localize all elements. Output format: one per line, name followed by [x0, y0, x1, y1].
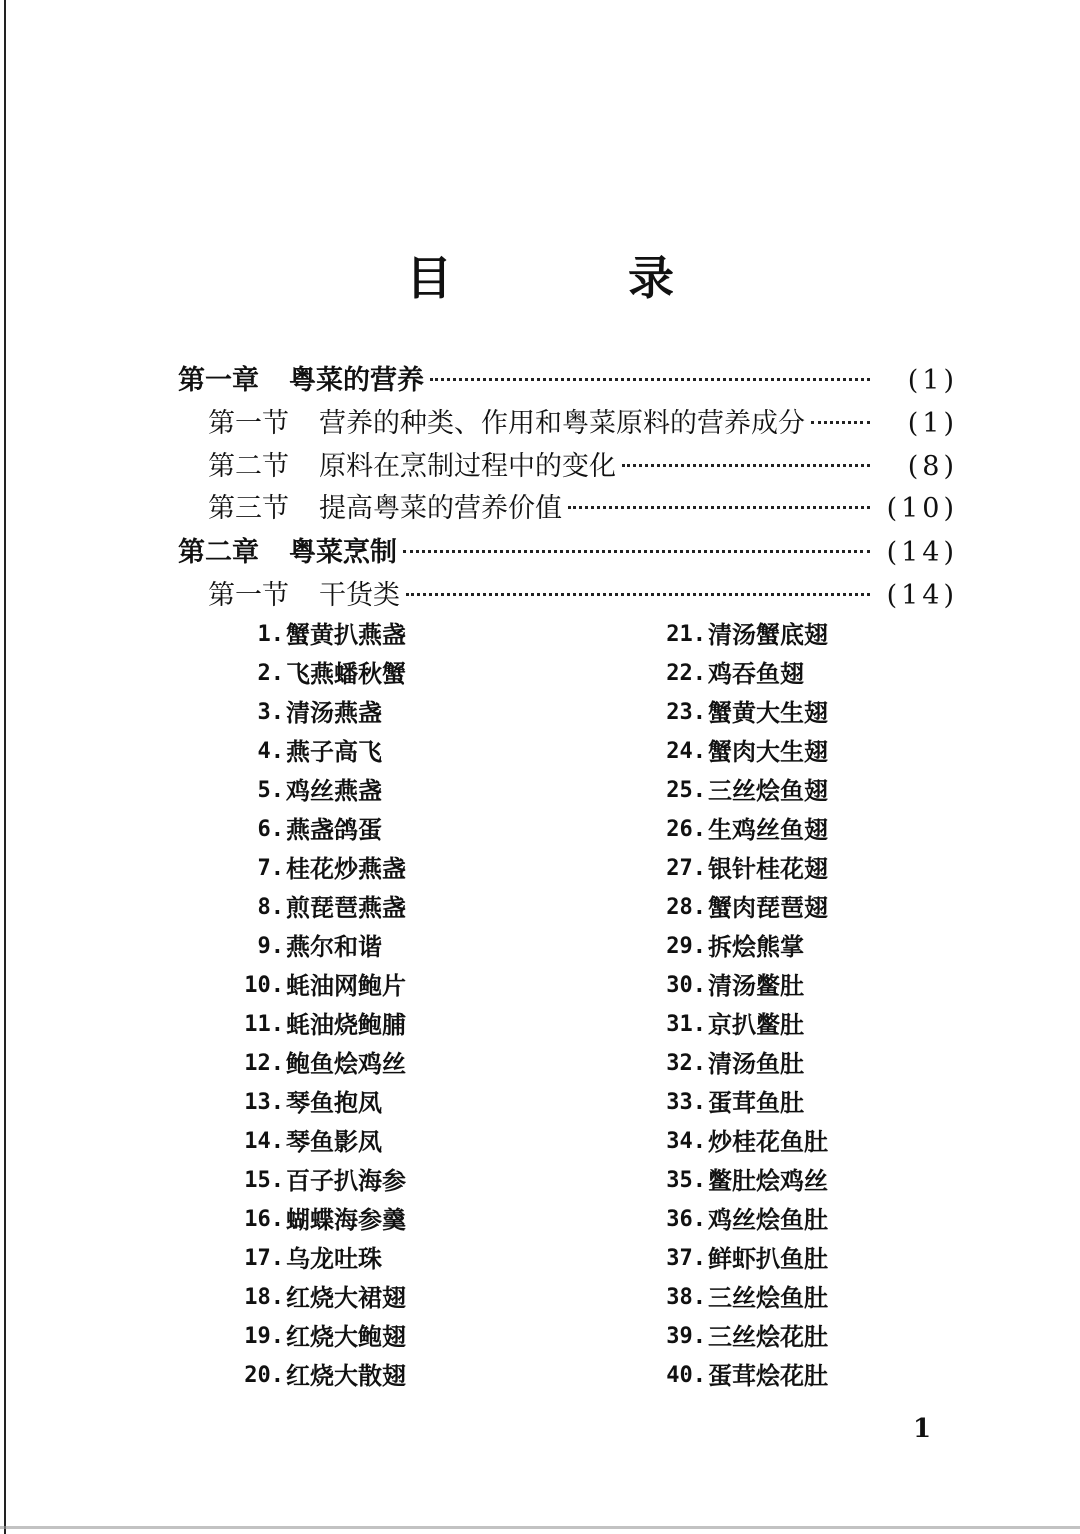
- recipe-number: 34.: [666, 1129, 706, 1154]
- recipe-name: 蛋茸鱼肚: [708, 1088, 804, 1117]
- toc-page-ref: (8): [907, 451, 958, 482]
- recipe-entry[interactable]: [648, 1083, 828, 1122]
- recipe-number: 26.: [666, 817, 706, 842]
- recipe-number: 14.: [244, 1129, 284, 1154]
- recipe-name: 红烧大鲍翅: [286, 1322, 406, 1351]
- toc-section-line[interactable]: [208, 401, 958, 445]
- recipe-entry[interactable]: [648, 888, 828, 927]
- dot-leader: [403, 550, 870, 553]
- recipe-name: 清汤鳖肚: [708, 971, 804, 1000]
- recipe-entry[interactable]: [226, 849, 406, 888]
- recipe-name: 蝴蝶海参羹: [286, 1205, 406, 1234]
- recipe-name: 蚝油网鲍片: [286, 971, 406, 1000]
- recipe-entry[interactable]: [226, 1161, 406, 1200]
- recipe-number: 7.: [257, 856, 284, 881]
- recipe-number: 33.: [666, 1090, 706, 1115]
- recipe-name: 飞燕蟠秋蟹: [286, 659, 406, 688]
- recipe-name: 拆烩熊掌: [708, 932, 804, 961]
- toc-title: 干货类: [319, 580, 400, 611]
- toc-label: 第二节: [208, 451, 289, 482]
- recipe-entry[interactable]: [648, 732, 828, 771]
- recipe-list-right: [648, 615, 828, 1395]
- recipe-number: 10.: [244, 973, 284, 998]
- recipe-entry[interactable]: [226, 927, 406, 966]
- recipe-entry[interactable]: [648, 1161, 828, 1200]
- recipe-entry[interactable]: [226, 1356, 406, 1395]
- toc-section-line[interactable]: [208, 444, 958, 488]
- recipe-name: 三丝烩鱼翅: [708, 776, 828, 805]
- recipe-entry[interactable]: [648, 810, 828, 849]
- recipe-entry[interactable]: [648, 1200, 828, 1239]
- toc-title: 粤菜的营养: [289, 365, 424, 396]
- recipe-name: 蟹肉琵琶翅: [708, 893, 828, 922]
- recipe-entry[interactable]: [226, 732, 406, 771]
- recipe-number: 30.: [666, 973, 706, 998]
- recipe-number: 4.: [257, 739, 284, 764]
- recipe-number: 27.: [666, 856, 706, 881]
- recipe-name: 蟹黄大生翅: [708, 698, 828, 727]
- recipe-entry[interactable]: [226, 654, 406, 693]
- recipe-name: 燕盏鸽蛋: [286, 815, 382, 844]
- toc-section-line[interactable]: [208, 486, 958, 530]
- toc-label: 第三节: [208, 493, 289, 524]
- recipe-number: 36.: [666, 1207, 706, 1232]
- recipe-entry[interactable]: [226, 1200, 406, 1239]
- page-left-edge: [4, 0, 6, 1534]
- recipe-name: 煎琵琶燕盏: [286, 893, 406, 922]
- recipe-entry[interactable]: [226, 693, 406, 732]
- recipe-number: 31.: [666, 1012, 706, 1037]
- recipe-number: 15.: [244, 1168, 284, 1193]
- recipe-entry[interactable]: [648, 1278, 828, 1317]
- recipe-number: 16.: [244, 1207, 284, 1232]
- page-number: 1: [913, 1414, 932, 1444]
- recipe-number: 35.: [666, 1168, 706, 1193]
- recipe-name: 蟹黄扒燕盏: [286, 620, 406, 649]
- recipe-entry[interactable]: [226, 1278, 406, 1317]
- dot-leader: [430, 378, 870, 381]
- recipe-entry[interactable]: [226, 1122, 406, 1161]
- recipe-entry[interactable]: [648, 966, 828, 1005]
- toc-label: 第一节: [208, 408, 289, 439]
- toc-page-ref: (1): [907, 408, 958, 439]
- toc-title: 粤菜烹制: [289, 537, 397, 568]
- recipe-name: 百子扒海参: [286, 1166, 406, 1195]
- recipe-number: 6.: [257, 817, 284, 842]
- recipe-name: 燕尔和谐: [286, 932, 382, 961]
- recipe-number: 23.: [666, 700, 706, 725]
- dot-leader: [568, 506, 870, 509]
- recipe-entry[interactable]: [648, 1239, 828, 1278]
- recipe-name: 京扒鳖肚: [708, 1010, 804, 1039]
- toc-chapter-line[interactable]: [178, 530, 958, 574]
- recipe-name: 乌龙吐珠: [286, 1244, 382, 1273]
- recipe-name: 琴鱼影凤: [286, 1127, 382, 1156]
- recipe-name: 银针桂花翅: [708, 854, 828, 883]
- dot-leader: [406, 593, 870, 596]
- toc-title: 提高粤菜的营养价值: [319, 493, 562, 524]
- toc-label: 第一节: [208, 580, 289, 611]
- recipe-name: 清汤鱼肚: [708, 1049, 804, 1078]
- recipe-entry[interactable]: [648, 1356, 828, 1395]
- recipe-number: 1.: [257, 622, 284, 647]
- recipe-entry[interactable]: [226, 966, 406, 1005]
- recipe-name: 三丝烩鱼肚: [708, 1283, 828, 1312]
- toc-title: 营养的种类、作用和粤菜原料的营养成分: [319, 408, 805, 439]
- toc-page-ref: (14): [886, 580, 958, 611]
- recipe-number: 9.: [257, 934, 284, 959]
- recipe-number: 22.: [666, 661, 706, 686]
- dot-leader: [622, 464, 870, 467]
- recipe-number: 25.: [666, 778, 706, 803]
- recipe-number: 3.: [257, 700, 284, 725]
- recipe-entry[interactable]: [648, 1122, 828, 1161]
- recipe-name: 燕子高飞: [286, 737, 382, 766]
- recipe-number: 37.: [666, 1246, 706, 1271]
- toc-page-ref: (10): [886, 493, 958, 524]
- recipe-number: 20.: [244, 1363, 284, 1388]
- recipe-name: 清汤燕盏: [286, 698, 382, 727]
- toc-page-ref: (1): [907, 365, 958, 396]
- recipe-entry[interactable]: [648, 1044, 828, 1083]
- recipe-entry[interactable]: [648, 693, 828, 732]
- recipe-name: 红烧大散翅: [286, 1361, 406, 1390]
- recipe-name: 生鸡丝鱼翅: [708, 815, 828, 844]
- toc-title: 原料在烹制过程中的变化: [319, 451, 616, 482]
- recipe-name: 鲜虾扒鱼肚: [708, 1244, 828, 1273]
- recipe-number: 21.: [666, 622, 706, 647]
- page-title: 目 录: [405, 251, 754, 305]
- recipe-entry[interactable]: [226, 888, 406, 927]
- recipe-entry[interactable]: [648, 615, 828, 654]
- recipe-number: 11.: [244, 1012, 284, 1037]
- recipe-number: 12.: [244, 1051, 284, 1076]
- recipe-name: 鲍鱼烩鸡丝: [286, 1049, 406, 1078]
- recipe-name: 蛋茸烩花肚: [708, 1361, 828, 1390]
- recipe-entry[interactable]: [648, 1317, 828, 1356]
- dot-leader: [811, 421, 870, 424]
- recipe-number: 19.: [244, 1324, 284, 1349]
- recipe-entry[interactable]: [648, 927, 828, 966]
- toc-section-line[interactable]: [208, 573, 958, 617]
- recipe-name: 炒桂花鱼肚: [708, 1127, 828, 1156]
- recipe-entry[interactable]: [648, 771, 828, 810]
- recipe-name: 红烧大裙翅: [286, 1283, 406, 1312]
- toc-chapter-line[interactable]: [178, 358, 958, 402]
- page-bottom-edge: [0, 1526, 1080, 1529]
- recipe-name: 蟹肉大生翅: [708, 737, 828, 766]
- recipe-number: 17.: [244, 1246, 284, 1271]
- recipe-entry[interactable]: [648, 849, 828, 888]
- recipe-entry[interactable]: [648, 1005, 828, 1044]
- toc-page-ref: (14): [886, 537, 958, 568]
- recipe-name: 鸡吞鱼翅: [708, 659, 804, 688]
- recipe-entry[interactable]: [226, 1044, 406, 1083]
- recipe-entry[interactable]: [226, 615, 406, 654]
- recipe-entry[interactable]: [226, 1005, 406, 1044]
- recipe-entry[interactable]: [648, 654, 828, 693]
- recipe-number: 29.: [666, 934, 706, 959]
- toc-label: 第一章: [178, 365, 259, 396]
- recipe-name: 鸡丝燕盏: [286, 776, 382, 805]
- recipe-name: 三丝烩花肚: [708, 1322, 828, 1351]
- recipe-name: 清汤蟹底翅: [708, 620, 828, 649]
- recipe-name: 琴鱼抱凤: [286, 1088, 382, 1117]
- recipe-number: 40.: [666, 1363, 706, 1388]
- recipe-entry[interactable]: [226, 810, 406, 849]
- recipe-entry[interactable]: [226, 1083, 406, 1122]
- recipe-list-left: [226, 615, 406, 1395]
- recipe-entry[interactable]: [226, 771, 406, 810]
- recipe-number: 38.: [666, 1285, 706, 1310]
- recipe-entry[interactable]: [226, 1239, 406, 1278]
- recipe-number: 28.: [666, 895, 706, 920]
- recipe-name: 鳖肚烩鸡丝: [708, 1166, 828, 1195]
- recipe-number: 18.: [244, 1285, 284, 1310]
- recipe-name: 鸡丝烩鱼肚: [708, 1205, 828, 1234]
- recipe-name: 蚝油烧鲍脯: [286, 1010, 406, 1039]
- recipe-number: 5.: [257, 778, 284, 803]
- recipe-name: 桂花炒燕盏: [286, 854, 406, 883]
- recipe-entry[interactable]: [226, 1317, 406, 1356]
- recipe-number: 32.: [666, 1051, 706, 1076]
- recipe-number: 8.: [257, 895, 284, 920]
- recipe-number: 24.: [666, 739, 706, 764]
- recipe-number: 13.: [244, 1090, 284, 1115]
- toc-label: 第二章: [178, 537, 259, 568]
- recipe-number: 39.: [666, 1324, 706, 1349]
- recipe-number: 2.: [257, 661, 284, 686]
